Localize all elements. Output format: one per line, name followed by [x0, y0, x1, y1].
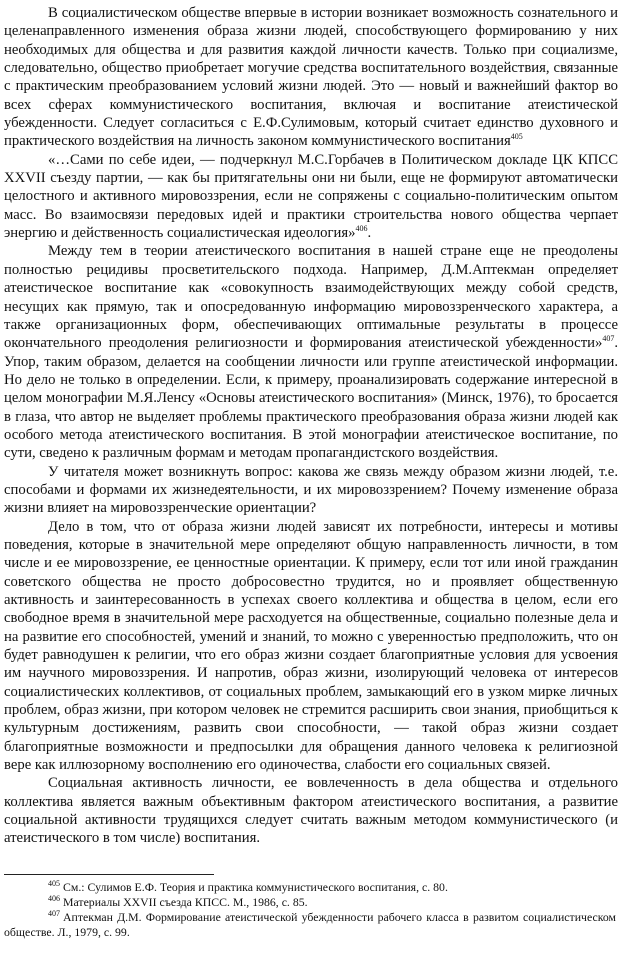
paragraph-text: Социальная активность личности, ее вовлеченность в дела общества и отдельного коллектива является важным объективным фактором атеистического воспитания, а развитие социальной активности трудящихся следует считать важным методом коммунистического (и атеистического в том числе) воспитания. — [4, 775, 618, 847]
footnote-number: 407 — [48, 909, 60, 919]
paragraph-2 — [4, 151, 618, 243]
footnote-ref: 406 — [355, 224, 368, 234]
paragraph-text: Между тем в теории атеистического воспитания в нашей стране еще не преодолены полностью рецидивы просветительского подхода. Например, Д.М.Аптекман определяет атеистическое воспитание как «совокупность взаимодействующих между собой средств, несущих как прямую, так и опосредованную информацию мировоззренческого характера, а также организационных форм, обеспечивающих оптимальные результаты в процессе окончательного преодоления религиозности и формирования атеистической убежденности» — [4, 243, 618, 352]
footnote-ref: 407 — [602, 334, 615, 344]
paragraph-tail: . — [367, 225, 372, 242]
paragraph-3 — [4, 242, 618, 462]
footnote-number: 405 — [48, 879, 60, 889]
footnote-text: Материалы XXVII съезда КПСС. М., 1986, с. 85. — [63, 895, 308, 909]
footnote-406 — [4, 895, 616, 910]
footnotes — [4, 880, 616, 940]
paragraph-text: «…Сами по себе идеи, — подчеркнул М.С.Горбачев в Политическом докладе ЦК КПСС XXVII съезду партии, — как бы притягательны они ни были, еще не формируют автоматически целостного и активного мировоззрения, если не сопряжены с социально-политическим опытом масс. Во взаимосвязи передовых идей и практики строительства нового общества черпает энергию и действенность социалистическая идеология» — [4, 151, 618, 242]
footnote-405 — [4, 880, 616, 895]
paragraph-4 — [4, 463, 618, 518]
paragraph-6 — [4, 774, 618, 847]
paragraph-text: В социалистическом обществе впервые в истории возникает возможность сознательного и целенаправленного изменения образа жизни людей, способствующего формированию у них необходимых для общества и для развития каждой личности качеств. Только при социализме, следовательно, общество приобретает могучие средства воспитательного воздействия, связанные с практическим преобразованием условий жизни людей. Это — новый и важнейший фактор во всех сферах коммунистического воспитания, включая и воспитание атеистической убежденности. Следует согласиться с Е.Ф.Сулимовым, который считает единство духовного и практического воздействия на личность законом коммунистического воспитания — [4, 5, 618, 150]
footnote-number: 406 — [48, 894, 60, 904]
paragraph-text: У читателя может возникнуть вопрос: какова же связь между образом жизни людей, т.е. способами и формами их жизнедеятельности, и их мировоззрением? Почему изменение образа жизни влияет на мировоззренческие ориентации? — [4, 463, 618, 517]
footnote-text: См.: Сулимов Е.Ф. Теория и практика коммунистического воспитания, с. 80. — [63, 880, 448, 894]
footnote-407 — [4, 910, 616, 940]
footnote-ref: 405 — [510, 132, 523, 142]
paragraph-tail: . Упор, таким образом, делается на сообщении личности или группе атеистической информации. Но дело не только в определении. Если, к примеру, проанализировать содержание интересной в целом монографии М.Я.Ленсу «Основы атеистического воспитания» (Минск, 1976), то бросается в глаза, что автор не выделяет проблемы практического преобразования образа жизни людей как особого метода атеистического воспитания. В этой монографии атеистическое воспитание, по сути, сведено к различным формам и методам пропагандистского воздействия. — [4, 335, 618, 462]
footnote-text: Аптекман Д.М. Формирование атеистической убежденности рабочего класса в развитом социалистическом обществе. Л., 1979, с. 99. — [4, 910, 616, 939]
main-text — [4, 4, 618, 848]
paragraph-5 — [4, 518, 618, 775]
footnote-divider — [4, 874, 214, 875]
paragraph-text: Дело в том, что от образа жизни людей зависят их потребности, интересы и мотивы поведения, которые в значительной мере определяют общую направленность личности, в том числе и ее мировоззрение, ее ценностные ориентации. К примеру, если тот или иной гражданин советского общества не просто добросовестно трудится, но и проявляет общественную активность и заинтересованность в успехах своего коллектива и общества в целом, если его свободное время в значительной мере расходуется на общественные, социально полезные дела и на развитие его способностей, умений и знаний, то можно с уверенностью предположить, что он будет равнодушен к религии, что его образ жизни создает благоприятные условия для усвоения им научного мировоззрения. И напротив, образ жизни, изолирующий человека от интересов социалистических коллективов, от социальных проблем, замыкающий его в узком мирке личных проблем, образ жизни, при котором человек не стремится расширить свои знания, приобщиться к культурным достижениям, развить свои способности, — такой образ жизни создает благоприятные возможности и предпосылки для обращения данного человека к религиозной вере как иллюзорному восполнению его одиночества, слабости его социальных связей. — [4, 518, 618, 774]
paragraph-1 — [4, 4, 618, 151]
